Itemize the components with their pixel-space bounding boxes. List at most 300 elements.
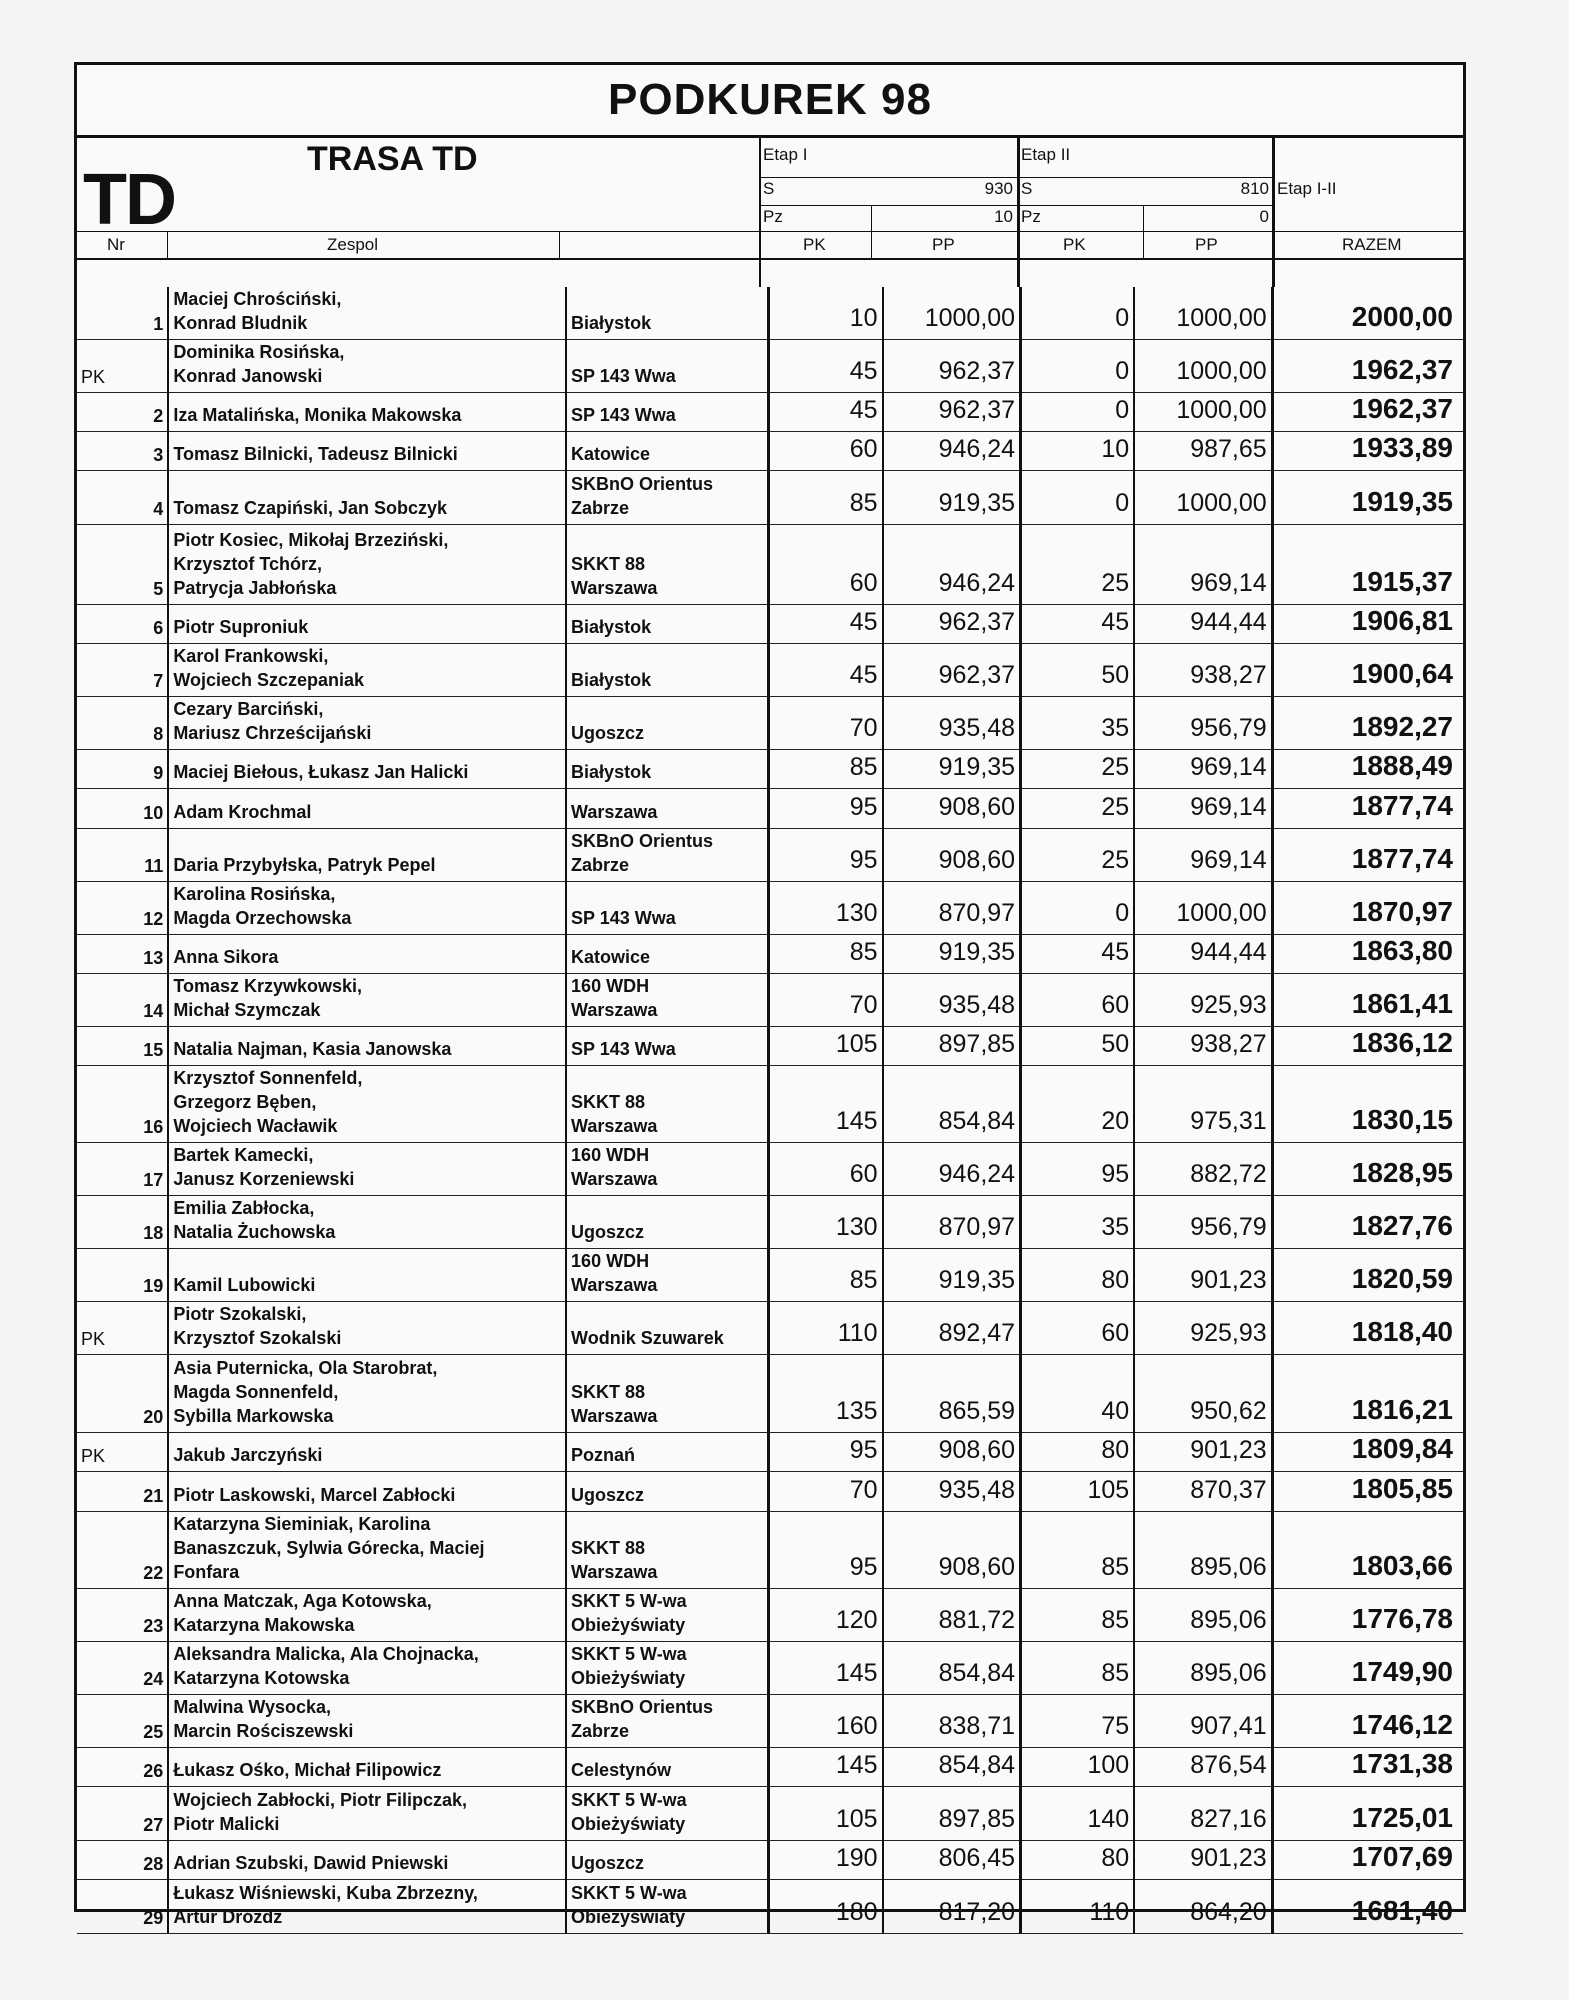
team-names-line: Malwina Wysocka, bbox=[173, 1697, 332, 1717]
stage2-pk: 80 bbox=[1021, 1433, 1135, 1472]
stage2-pk: 85 bbox=[1021, 1642, 1135, 1695]
row-number-value: 22 bbox=[143, 1563, 164, 1583]
team-names bbox=[168, 882, 566, 935]
row-number bbox=[77, 1589, 168, 1642]
stage2-s-value: 810 bbox=[1240, 179, 1269, 198]
stage2-pp: 938,27 bbox=[1134, 644, 1272, 697]
total-label: Etap I-II bbox=[1277, 179, 1337, 198]
team-names bbox=[168, 935, 566, 974]
total-score: 1877,74 bbox=[1272, 829, 1463, 882]
col-team-header: Zespol bbox=[327, 235, 379, 254]
team-club bbox=[566, 1302, 769, 1355]
table-row bbox=[77, 1355, 1463, 1433]
team-club-line: Katowice bbox=[571, 947, 651, 967]
stage2-pp: 956,79 bbox=[1134, 1196, 1272, 1249]
stage2-pk: 45 bbox=[1021, 935, 1135, 974]
team-club-line bbox=[571, 644, 763, 668]
table-row bbox=[77, 974, 1463, 1027]
team-names-line: Natalia Najman, Kasia Janowska bbox=[173, 1039, 452, 1059]
team-club-line: SP 143 Wwa bbox=[571, 405, 676, 425]
row-number-value: 9 bbox=[153, 763, 164, 783]
row-number bbox=[77, 340, 168, 393]
team-club-line bbox=[571, 287, 763, 311]
team-club-line: Białystok bbox=[571, 670, 652, 690]
row-number bbox=[77, 1748, 168, 1787]
stage2-pp: 1000,00 bbox=[1134, 287, 1272, 340]
total-score: 1731,38 bbox=[1272, 1748, 1463, 1787]
team-names-line: Fonfara bbox=[173, 1562, 240, 1582]
team-names bbox=[168, 1249, 566, 1302]
team-club-line bbox=[571, 697, 763, 721]
stage1-pp: 881,72 bbox=[883, 1589, 1021, 1642]
team-names bbox=[168, 1748, 566, 1787]
table-row bbox=[77, 1841, 1463, 1880]
total-score: 1863,80 bbox=[1272, 935, 1463, 974]
stage2-pp: 901,23 bbox=[1134, 1249, 1272, 1302]
row-number-value: 24 bbox=[143, 1669, 164, 1689]
header-bottom-rule bbox=[77, 258, 1463, 260]
row-number-value: 12 bbox=[143, 909, 164, 929]
stage2-pk: 10 bbox=[1021, 432, 1135, 471]
col-stage2-pp-header: PP bbox=[1195, 235, 1218, 254]
team-names bbox=[168, 1355, 566, 1433]
table-row bbox=[77, 829, 1463, 882]
row-number bbox=[77, 1642, 168, 1695]
total-score: 1919,35 bbox=[1272, 471, 1463, 525]
team-club bbox=[566, 1787, 769, 1841]
team-names bbox=[168, 697, 566, 750]
team-club-line: Zabrze bbox=[571, 855, 630, 875]
stage2-pk: 0 bbox=[1021, 287, 1135, 340]
team-names-line: Magda Orzechowska bbox=[173, 908, 352, 928]
team-club bbox=[566, 1589, 769, 1642]
stage1-pp: 897,85 bbox=[883, 1027, 1021, 1066]
stage2-pk: 140 bbox=[1021, 1787, 1135, 1841]
stage2-s-label: S bbox=[1021, 179, 1033, 198]
stage2-pz-label: Pz bbox=[1021, 207, 1041, 226]
stage1-pk: 95 bbox=[769, 1512, 883, 1589]
team-club bbox=[566, 1196, 769, 1249]
team-club-line: Ugoszcz bbox=[571, 1222, 645, 1242]
col-stage2-pk-header: PK bbox=[1063, 235, 1086, 254]
team-names bbox=[168, 1027, 566, 1066]
total-score: 1818,40 bbox=[1272, 1302, 1463, 1355]
results-sheet bbox=[74, 62, 1466, 1928]
team-club-line: SKKT 5 W-wa bbox=[571, 1591, 687, 1611]
stage1-pp: 865,59 bbox=[883, 1355, 1021, 1433]
total-score: 1861,41 bbox=[1272, 974, 1463, 1027]
team-club-line: Warszawa bbox=[571, 1562, 658, 1582]
team-club-line: Celestynów bbox=[571, 1760, 672, 1780]
total-score: 1962,37 bbox=[1272, 393, 1463, 432]
header-sub-divider-1 bbox=[871, 205, 872, 258]
stage2-pk: 40 bbox=[1021, 1355, 1135, 1433]
table-row bbox=[77, 697, 1463, 750]
team-names-line: Maciej Biełous, Łukasz Jan Halicki bbox=[173, 762, 469, 782]
stage1-pk: 45 bbox=[769, 340, 883, 393]
team-club-line: Obieżyświaty bbox=[571, 1907, 686, 1927]
row-number-value: 13 bbox=[143, 948, 164, 968]
stage1-pk: 145 bbox=[769, 1642, 883, 1695]
row-number-value: 19 bbox=[143, 1276, 164, 1296]
row-number bbox=[77, 1433, 168, 1472]
team-names-line: Janusz Korzeniewski bbox=[173, 1169, 355, 1189]
team-names-line: Katarzyna Sieminiak, Karolina bbox=[173, 1514, 431, 1534]
row-number bbox=[77, 1143, 168, 1196]
row-number bbox=[77, 644, 168, 697]
table-row bbox=[77, 644, 1463, 697]
team-club bbox=[566, 974, 769, 1027]
stage2-pp: 987,65 bbox=[1134, 432, 1272, 471]
team-names bbox=[168, 789, 566, 829]
team-club-line: Poznań bbox=[571, 1445, 636, 1465]
team-club bbox=[566, 1143, 769, 1196]
row-number-value: 26 bbox=[143, 1761, 164, 1781]
header-pz-rule bbox=[759, 205, 1272, 206]
stage1-pk: 95 bbox=[769, 1433, 883, 1472]
row-number bbox=[77, 1841, 168, 1880]
stage2-pk: 100 bbox=[1021, 1748, 1135, 1787]
table-row bbox=[77, 1433, 1463, 1472]
team-club-line: Warszawa bbox=[571, 1000, 658, 1020]
row-number bbox=[77, 605, 168, 644]
col-stage1-pk-header: PK bbox=[803, 235, 826, 254]
stage1-pp: 935,48 bbox=[883, 697, 1021, 750]
stage1-pk: 45 bbox=[769, 393, 883, 432]
header-total-divider bbox=[1272, 135, 1275, 287]
team-club bbox=[566, 471, 769, 525]
row-number bbox=[77, 1695, 168, 1748]
team-club-line: Białystok bbox=[571, 617, 652, 637]
stage1-pp: 946,24 bbox=[883, 525, 1021, 605]
team-names bbox=[168, 432, 566, 471]
stage1-pp: 870,97 bbox=[883, 1196, 1021, 1249]
stage2-pp: 895,06 bbox=[1134, 1589, 1272, 1642]
total-score: 1877,74 bbox=[1272, 789, 1463, 829]
team-club-line: SKKT 88 bbox=[571, 1092, 646, 1112]
team-names bbox=[168, 1433, 566, 1472]
team-club bbox=[566, 789, 769, 829]
team-names-line: Wojciech Szczepaniak bbox=[173, 670, 365, 690]
row-number bbox=[77, 287, 168, 340]
row-number bbox=[77, 525, 168, 605]
row-number bbox=[77, 1472, 168, 1512]
team-names-line: Piotr Szokalski, bbox=[173, 1304, 307, 1324]
stage1-pp: 854,84 bbox=[883, 1066, 1021, 1143]
team-names-line: Tomasz Czapiński, Jan Sobczyk bbox=[173, 498, 448, 518]
team-names-line: Konrad Bludnik bbox=[173, 313, 308, 333]
stage1-pk: 45 bbox=[769, 605, 883, 644]
total-score: 1915,37 bbox=[1272, 525, 1463, 605]
row-number-value: 23 bbox=[143, 1616, 164, 1636]
stage1-s-label: S bbox=[763, 179, 775, 198]
stage2-pk: 75 bbox=[1021, 1695, 1135, 1748]
row-number-value: 17 bbox=[143, 1170, 164, 1190]
stage1-pp: 962,37 bbox=[883, 644, 1021, 697]
stage1-pp: 897,85 bbox=[883, 1787, 1021, 1841]
team-names bbox=[168, 1143, 566, 1196]
stage1-s-value: 930 bbox=[984, 179, 1013, 198]
stage1-pp: 946,24 bbox=[883, 432, 1021, 471]
team-names-line: Wojciech Zabłocki, Piotr Filipczak, bbox=[173, 1790, 468, 1810]
total-score: 1906,81 bbox=[1272, 605, 1463, 644]
stage1-pk: 105 bbox=[769, 1027, 883, 1066]
team-club bbox=[566, 340, 769, 393]
team-names-line: Bartek Kamecki, bbox=[173, 1145, 314, 1165]
team-club bbox=[566, 1748, 769, 1787]
team-names-line: Jakub Jarczyński bbox=[173, 1445, 323, 1465]
stage1-pk: 60 bbox=[769, 525, 883, 605]
row-number bbox=[77, 974, 168, 1027]
team-club bbox=[566, 287, 769, 340]
stage1-pk: 85 bbox=[769, 471, 883, 525]
stage1-pp: 854,84 bbox=[883, 1642, 1021, 1695]
stage1-pp: 919,35 bbox=[883, 471, 1021, 525]
team-club bbox=[566, 882, 769, 935]
stage2-pk: 50 bbox=[1021, 1027, 1135, 1066]
results-table-body bbox=[77, 287, 1463, 1934]
total-score: 1820,59 bbox=[1272, 1249, 1463, 1302]
team-names bbox=[168, 340, 566, 393]
team-names-line: Katarzyna Makowska bbox=[173, 1615, 355, 1635]
stage2-pp: 870,37 bbox=[1134, 1472, 1272, 1512]
table-row bbox=[77, 605, 1463, 644]
stage1-pk: 10 bbox=[769, 287, 883, 340]
route-title: TRASA TD bbox=[307, 140, 478, 178]
stage1-pp: 962,37 bbox=[883, 393, 1021, 432]
total-score: 1749,90 bbox=[1272, 1642, 1463, 1695]
table-row bbox=[77, 750, 1463, 789]
total-score: 1827,76 bbox=[1272, 1196, 1463, 1249]
team-club-line: SP 143 Wwa bbox=[571, 1039, 676, 1059]
team-names bbox=[168, 525, 566, 605]
stage2-pp: 969,14 bbox=[1134, 750, 1272, 789]
stage2-pp: 969,14 bbox=[1134, 525, 1272, 605]
row-number-value: 28 bbox=[143, 1854, 164, 1874]
row-number bbox=[77, 750, 168, 789]
stage2-pk: 85 bbox=[1021, 1589, 1135, 1642]
team-names bbox=[168, 393, 566, 432]
stage2-pk: 95 bbox=[1021, 1143, 1135, 1196]
row-number-value: 20 bbox=[143, 1407, 164, 1427]
stage2-pk: 0 bbox=[1021, 393, 1135, 432]
stage2-pk: 25 bbox=[1021, 789, 1135, 829]
team-names bbox=[168, 1196, 566, 1249]
team-names bbox=[168, 1642, 566, 1695]
team-names-line: Adrian Szubski, Dawid Pniewski bbox=[173, 1853, 449, 1873]
header-club-divider bbox=[559, 231, 560, 258]
stage1-pk: 45 bbox=[769, 644, 883, 697]
stage2-pk: 50 bbox=[1021, 644, 1135, 697]
stage2-pp: 1000,00 bbox=[1134, 471, 1272, 525]
team-names-line: Piotr Kosiec, Mikołaj Brzeziński, bbox=[173, 530, 449, 550]
table-row bbox=[77, 340, 1463, 393]
stage1-pp: 919,35 bbox=[883, 750, 1021, 789]
stage2-pk: 0 bbox=[1021, 340, 1135, 393]
team-club-line: SKKT 88 bbox=[571, 554, 646, 574]
stage1-pk: 85 bbox=[769, 750, 883, 789]
stage1-pp: 1000,00 bbox=[883, 287, 1021, 340]
team-club-line: Białystok bbox=[571, 313, 652, 333]
team-names-line: Łukasz Wiśniewski, Kuba Zbrzezny, bbox=[173, 1883, 478, 1903]
stage1-pp: 908,60 bbox=[883, 1433, 1021, 1472]
table-row bbox=[77, 1302, 1463, 1355]
team-names-line: Dominika Rosińska, bbox=[173, 342, 345, 362]
team-club bbox=[566, 432, 769, 471]
team-club bbox=[566, 935, 769, 974]
team-names-line: Wojciech Wacławik bbox=[173, 1116, 338, 1136]
team-club-line bbox=[571, 1302, 763, 1326]
team-club bbox=[566, 1841, 769, 1880]
stage2-pk: 85 bbox=[1021, 1512, 1135, 1589]
row-number bbox=[77, 1355, 168, 1433]
team-club-line: SKKT 5 W-wa bbox=[571, 1790, 687, 1810]
team-club-line: 160 WDH bbox=[571, 976, 650, 996]
row-number bbox=[77, 393, 168, 432]
stage2-pk: 110 bbox=[1021, 1880, 1135, 1934]
header-stage-divider bbox=[1017, 135, 1020, 287]
team-club bbox=[566, 605, 769, 644]
team-names-line: Marcin Rościszewski bbox=[173, 1721, 354, 1741]
row-number-value: 4 bbox=[153, 499, 164, 519]
team-names-line: Tomasz Bilnicki, Tadeusz Bilnicki bbox=[173, 444, 458, 464]
stage1-pk: 110 bbox=[769, 1302, 883, 1355]
total-score: 1776,78 bbox=[1272, 1589, 1463, 1642]
team-club-line: SKKT 88 bbox=[571, 1382, 646, 1402]
stage1-pp: 892,47 bbox=[883, 1302, 1021, 1355]
stage1-pk: 70 bbox=[769, 1472, 883, 1512]
team-club-line: Zabrze bbox=[571, 498, 630, 518]
table-row bbox=[77, 882, 1463, 935]
team-club-line: Katowice bbox=[571, 444, 651, 464]
stage1-pp: 919,35 bbox=[883, 935, 1021, 974]
total-score: 1870,97 bbox=[1272, 882, 1463, 935]
stage1-pp: 962,37 bbox=[883, 605, 1021, 644]
team-names-line: Artur Dróżdż bbox=[173, 1907, 283, 1927]
stage2-pp: 1000,00 bbox=[1134, 340, 1272, 393]
stage1-pp: 946,24 bbox=[883, 1143, 1021, 1196]
row-number bbox=[77, 829, 168, 882]
total-score: 1900,64 bbox=[1272, 644, 1463, 697]
results-table bbox=[77, 287, 1463, 1934]
stage2-pk: 45 bbox=[1021, 605, 1135, 644]
table-row bbox=[77, 789, 1463, 829]
stage2-pp: 938,27 bbox=[1134, 1027, 1272, 1066]
team-names bbox=[168, 829, 566, 882]
team-names-line: Konrad Janowski bbox=[173, 366, 323, 386]
team-club-line: Warszawa bbox=[571, 1169, 658, 1189]
table-row bbox=[77, 935, 1463, 974]
row-number-value: 11 bbox=[144, 856, 164, 876]
total-score: 1809,84 bbox=[1272, 1433, 1463, 1472]
team-club-line: Obieżyświaty bbox=[571, 1814, 686, 1834]
row-number-value: 5 bbox=[153, 579, 164, 599]
stage1-pk: 95 bbox=[769, 829, 883, 882]
stage2-pk: 0 bbox=[1021, 471, 1135, 525]
stage1-pk: 105 bbox=[769, 1787, 883, 1841]
team-club-line: Warszawa bbox=[571, 1116, 658, 1136]
team-club-line: Warszawa bbox=[571, 578, 658, 598]
team-names-line: Karol Frankowski, bbox=[173, 646, 329, 666]
team-names-line: Banaszczuk, Sylwia Górecka, Maciej bbox=[173, 1538, 485, 1558]
team-club bbox=[566, 1355, 769, 1433]
row-number-value: 15 bbox=[143, 1040, 164, 1060]
team-club-line: 160 WDH bbox=[571, 1145, 650, 1165]
team-club bbox=[566, 1472, 769, 1512]
team-club-line: Ugoszcz bbox=[571, 723, 645, 743]
team-names-line: Iza Matalińska, Monika Makowska bbox=[173, 405, 462, 425]
stage1-pz-value: 10 bbox=[994, 207, 1013, 226]
team-club-line: SKKT 5 W-wa bbox=[571, 1644, 687, 1664]
stage1-pk: 130 bbox=[769, 882, 883, 935]
row-number-value: 16 bbox=[143, 1117, 164, 1137]
team-names-line: Natalia Żuchowska bbox=[173, 1222, 336, 1242]
stage1-pz-label: Pz bbox=[763, 207, 783, 226]
stage1-pk: 145 bbox=[769, 1066, 883, 1143]
row-number bbox=[77, 1880, 168, 1934]
team-names-line: Mariusz Chrześcijański bbox=[173, 723, 372, 743]
row-number-value: 6 bbox=[153, 618, 164, 638]
team-club-line: Zabrze bbox=[571, 1721, 630, 1741]
stage2-pk: 35 bbox=[1021, 1196, 1135, 1249]
team-names-line: Sybilla Markowska bbox=[173, 1406, 334, 1426]
stage2-pk: 60 bbox=[1021, 974, 1135, 1027]
team-names-line: Patrycja Jabłońska bbox=[173, 578, 337, 598]
stage1-pk: 85 bbox=[769, 1249, 883, 1302]
header-col-rule bbox=[77, 231, 1463, 232]
out-of-competition-mark: PK bbox=[81, 367, 106, 387]
table-row bbox=[77, 1748, 1463, 1787]
row-number-value: 1 bbox=[153, 314, 164, 334]
stage2-pp: 944,44 bbox=[1134, 935, 1272, 974]
route-code: TD bbox=[83, 160, 175, 240]
stage2-pz-value: 0 bbox=[1259, 207, 1269, 226]
stage1-pk: 130 bbox=[769, 1196, 883, 1249]
row-number-value: 14 bbox=[143, 1001, 164, 1021]
row-number bbox=[77, 1302, 168, 1355]
team-club bbox=[566, 1880, 769, 1934]
stage2-pp: 901,23 bbox=[1134, 1841, 1272, 1880]
team-club bbox=[566, 1027, 769, 1066]
team-names-line: Karolina Rosińska, bbox=[173, 884, 336, 904]
stage2-pk: 25 bbox=[1021, 750, 1135, 789]
header-left-divider bbox=[759, 135, 761, 287]
team-names-line: Asia Puternicka, Ola Starobrat, bbox=[173, 1358, 438, 1378]
out-of-competition-mark: PK bbox=[81, 1329, 106, 1349]
stage1-pp: 854,84 bbox=[883, 1748, 1021, 1787]
stage2-pp: 969,14 bbox=[1134, 829, 1272, 882]
row-number-value: 18 bbox=[143, 1223, 164, 1243]
team-names-line: Anna Sikora bbox=[173, 947, 279, 967]
stage2-pp: 907,41 bbox=[1134, 1695, 1272, 1748]
team-names-line: Piotr Suproniuk bbox=[173, 617, 309, 637]
team-club bbox=[566, 1512, 769, 1589]
team-club-line: SKKT 5 W-wa bbox=[571, 1883, 687, 1903]
stage2-pp: 925,93 bbox=[1134, 1302, 1272, 1355]
team-names bbox=[168, 1841, 566, 1880]
stage2-pp: 925,93 bbox=[1134, 974, 1272, 1027]
total-score: 1816,21 bbox=[1272, 1355, 1463, 1433]
team-names bbox=[168, 1787, 566, 1841]
team-names-line: Łukasz Ośko, Michał Filipowicz bbox=[173, 1760, 442, 1780]
row-number bbox=[77, 697, 168, 750]
row-number-value: 25 bbox=[143, 1722, 164, 1742]
team-names bbox=[168, 1589, 566, 1642]
team-club-line: SKKT 88 bbox=[571, 1538, 646, 1558]
stage2-pp: 956,79 bbox=[1134, 697, 1272, 750]
row-number bbox=[77, 1787, 168, 1841]
team-names bbox=[168, 974, 566, 1027]
